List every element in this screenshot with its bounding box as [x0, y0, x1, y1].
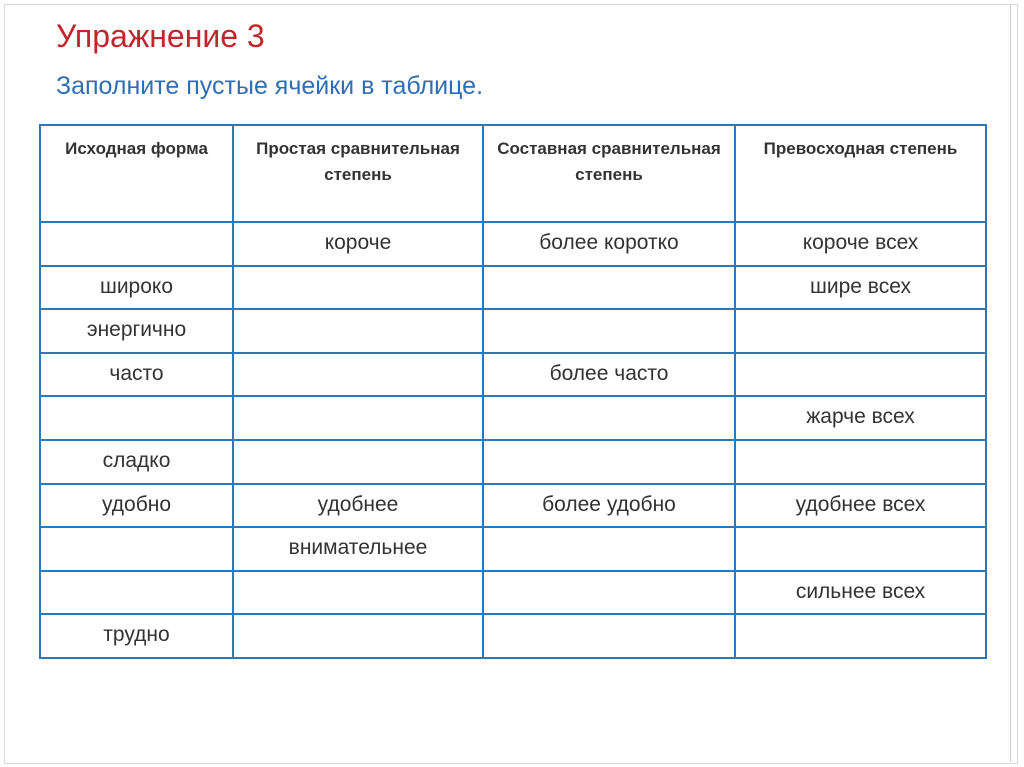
table-cell[interactable]: энергично	[40, 309, 233, 353]
table-row	[40, 484, 986, 528]
table-cell[interactable]	[735, 614, 986, 658]
table-row	[40, 396, 986, 440]
table-cell[interactable]: более удобно	[483, 484, 735, 528]
table-cell[interactable]	[40, 222, 233, 266]
table-row	[40, 440, 986, 484]
table-cell[interactable]: удобнее	[233, 484, 483, 528]
table-cell[interactable]	[233, 353, 483, 397]
table-cell[interactable]: более часто	[483, 353, 735, 397]
table-cell[interactable]: шире всех	[735, 266, 986, 310]
table-row	[40, 222, 986, 266]
table-cell[interactable]: жарче всех	[735, 396, 986, 440]
comparison-table	[39, 124, 987, 659]
table-cell[interactable]	[483, 440, 735, 484]
table-cell[interactable]	[483, 266, 735, 310]
table-cell[interactable]	[735, 353, 986, 397]
table-cell[interactable]: широко	[40, 266, 233, 310]
table-cell[interactable]: часто	[40, 353, 233, 397]
table-cell[interactable]	[483, 396, 735, 440]
table-header-row	[40, 125, 986, 222]
table-cell[interactable]: более коротко	[483, 222, 735, 266]
table-cell[interactable]	[483, 527, 735, 571]
table-row	[40, 571, 986, 615]
table-cell[interactable]	[233, 396, 483, 440]
table-cell[interactable]: внимательнее	[233, 527, 483, 571]
table-row	[40, 353, 986, 397]
table-cell[interactable]	[483, 309, 735, 353]
table-cell[interactable]	[483, 614, 735, 658]
table-cell[interactable]	[735, 440, 986, 484]
table-cell[interactable]	[233, 614, 483, 658]
table-cell[interactable]: трудно	[40, 614, 233, 658]
table-cell[interactable]: удобнее всех	[735, 484, 986, 528]
table-cell[interactable]: короче	[233, 222, 483, 266]
table-cell[interactable]: короче всех	[735, 222, 986, 266]
table-cell[interactable]	[233, 440, 483, 484]
exercise-title: Упражнение 3	[56, 18, 265, 54]
table-row	[40, 527, 986, 571]
table-cell[interactable]: сладко	[40, 440, 233, 484]
table-cell[interactable]: сильнее всех	[735, 571, 986, 615]
table-cell[interactable]	[40, 396, 233, 440]
table-cell[interactable]	[233, 571, 483, 615]
table-cell[interactable]	[735, 309, 986, 353]
header-compound-comparative: Составная сравнительная степень	[483, 125, 735, 222]
slide-edge-divider	[1010, 4, 1011, 762]
exercise-instruction: Заполните пустые ячейки в таблице.	[56, 72, 484, 100]
table-row	[40, 266, 986, 310]
header-superlative: Превосходная степень	[735, 125, 986, 222]
table-cell[interactable]	[233, 309, 483, 353]
table-cell[interactable]: удобно	[40, 484, 233, 528]
table-cell[interactable]	[233, 266, 483, 310]
table-cell[interactable]	[483, 571, 735, 615]
table-cell[interactable]	[735, 527, 986, 571]
header-initial-form: Исходная форма	[40, 125, 233, 222]
table-cell[interactable]	[40, 571, 233, 615]
header-simple-comparative: Простая сравнительная степень	[233, 125, 483, 222]
table-cell[interactable]	[40, 527, 233, 571]
table-row	[40, 614, 986, 658]
table-row	[40, 309, 986, 353]
